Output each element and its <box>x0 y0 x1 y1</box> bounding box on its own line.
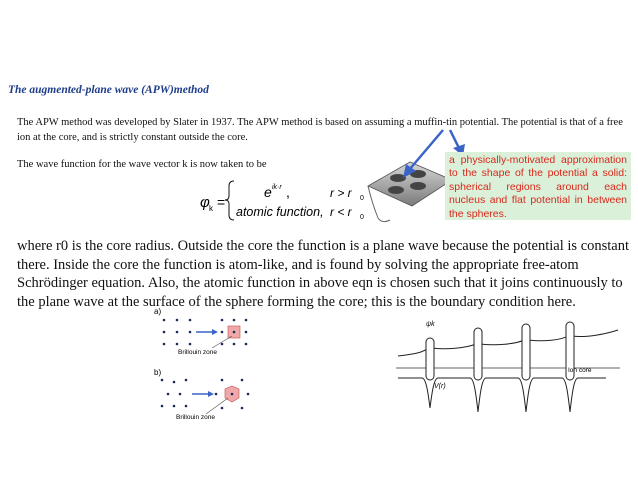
eq-row1-expr: e <box>264 184 272 200</box>
wavefunction-potential-figure <box>396 312 624 428</box>
zone-label-b: Brillouin zone <box>176 414 216 421</box>
ion-core-label: Ion core <box>568 367 592 374</box>
potential-label: V(r) <box>434 383 446 390</box>
intro-paragraph: The APW method was developed by Slater in 1937. The APW method is based on assuming a muffin-tin potential. The potential is that of a free ion at the core, and is strictly constant outside the core. <box>17 117 623 143</box>
page-title: The augmented-plane wave (APW)method <box>8 84 209 96</box>
eq-row1-sup: ik·r <box>272 184 282 191</box>
eq-row1-comma: , <box>286 184 290 200</box>
lattice-b-right <box>215 379 250 410</box>
eq-row2-cond-sub: 0 <box>360 214 364 221</box>
core-peaks <box>426 322 574 380</box>
wave-function-intro: The wave function for the wave vector k is now taken to be <box>17 159 267 170</box>
label-b: b) <box>154 368 162 377</box>
eq-row2-expr: atomic function, <box>236 205 324 219</box>
eq-equals: = <box>217 194 226 210</box>
core-radius-paragraph: where r0 is the core radius. Outside the core the function is a plane wave because the potential is constant there. Inside the core the function is atom-like, and is found by solving the appropriate free-atom Schrödinger equation. Also, the atomic function in above eqn is chosen such that it joins continuously to the plane wave at the surface of the sphere forming the core; this is the boundary condition here. <box>17 238 630 310</box>
psi-label: ψk <box>426 321 435 328</box>
muffin-tin-callout: a physically-motivated approximation to the shape of the potential a solid: spherical regions around each nucleus and flat potential in between the spheres. <box>445 152 631 220</box>
potential-curve <box>398 378 606 412</box>
eq-lhs: φ <box>200 194 210 211</box>
brillouin-zone-figure <box>152 302 272 426</box>
label-a: a) <box>154 307 162 316</box>
eq-row1-cond: r > r <box>330 186 352 200</box>
lattice-a-left <box>163 319 192 346</box>
lattice-a-right <box>221 319 248 346</box>
zone-label-a: Brillouin zone <box>178 349 218 356</box>
wave-function-equation <box>200 176 370 224</box>
lattice-b-left <box>161 379 188 408</box>
eq-lhs-sub: k <box>209 204 213 213</box>
eq-row2-cond: r < r <box>330 205 352 219</box>
eq-row1-cond-sub: 0 <box>360 195 364 202</box>
